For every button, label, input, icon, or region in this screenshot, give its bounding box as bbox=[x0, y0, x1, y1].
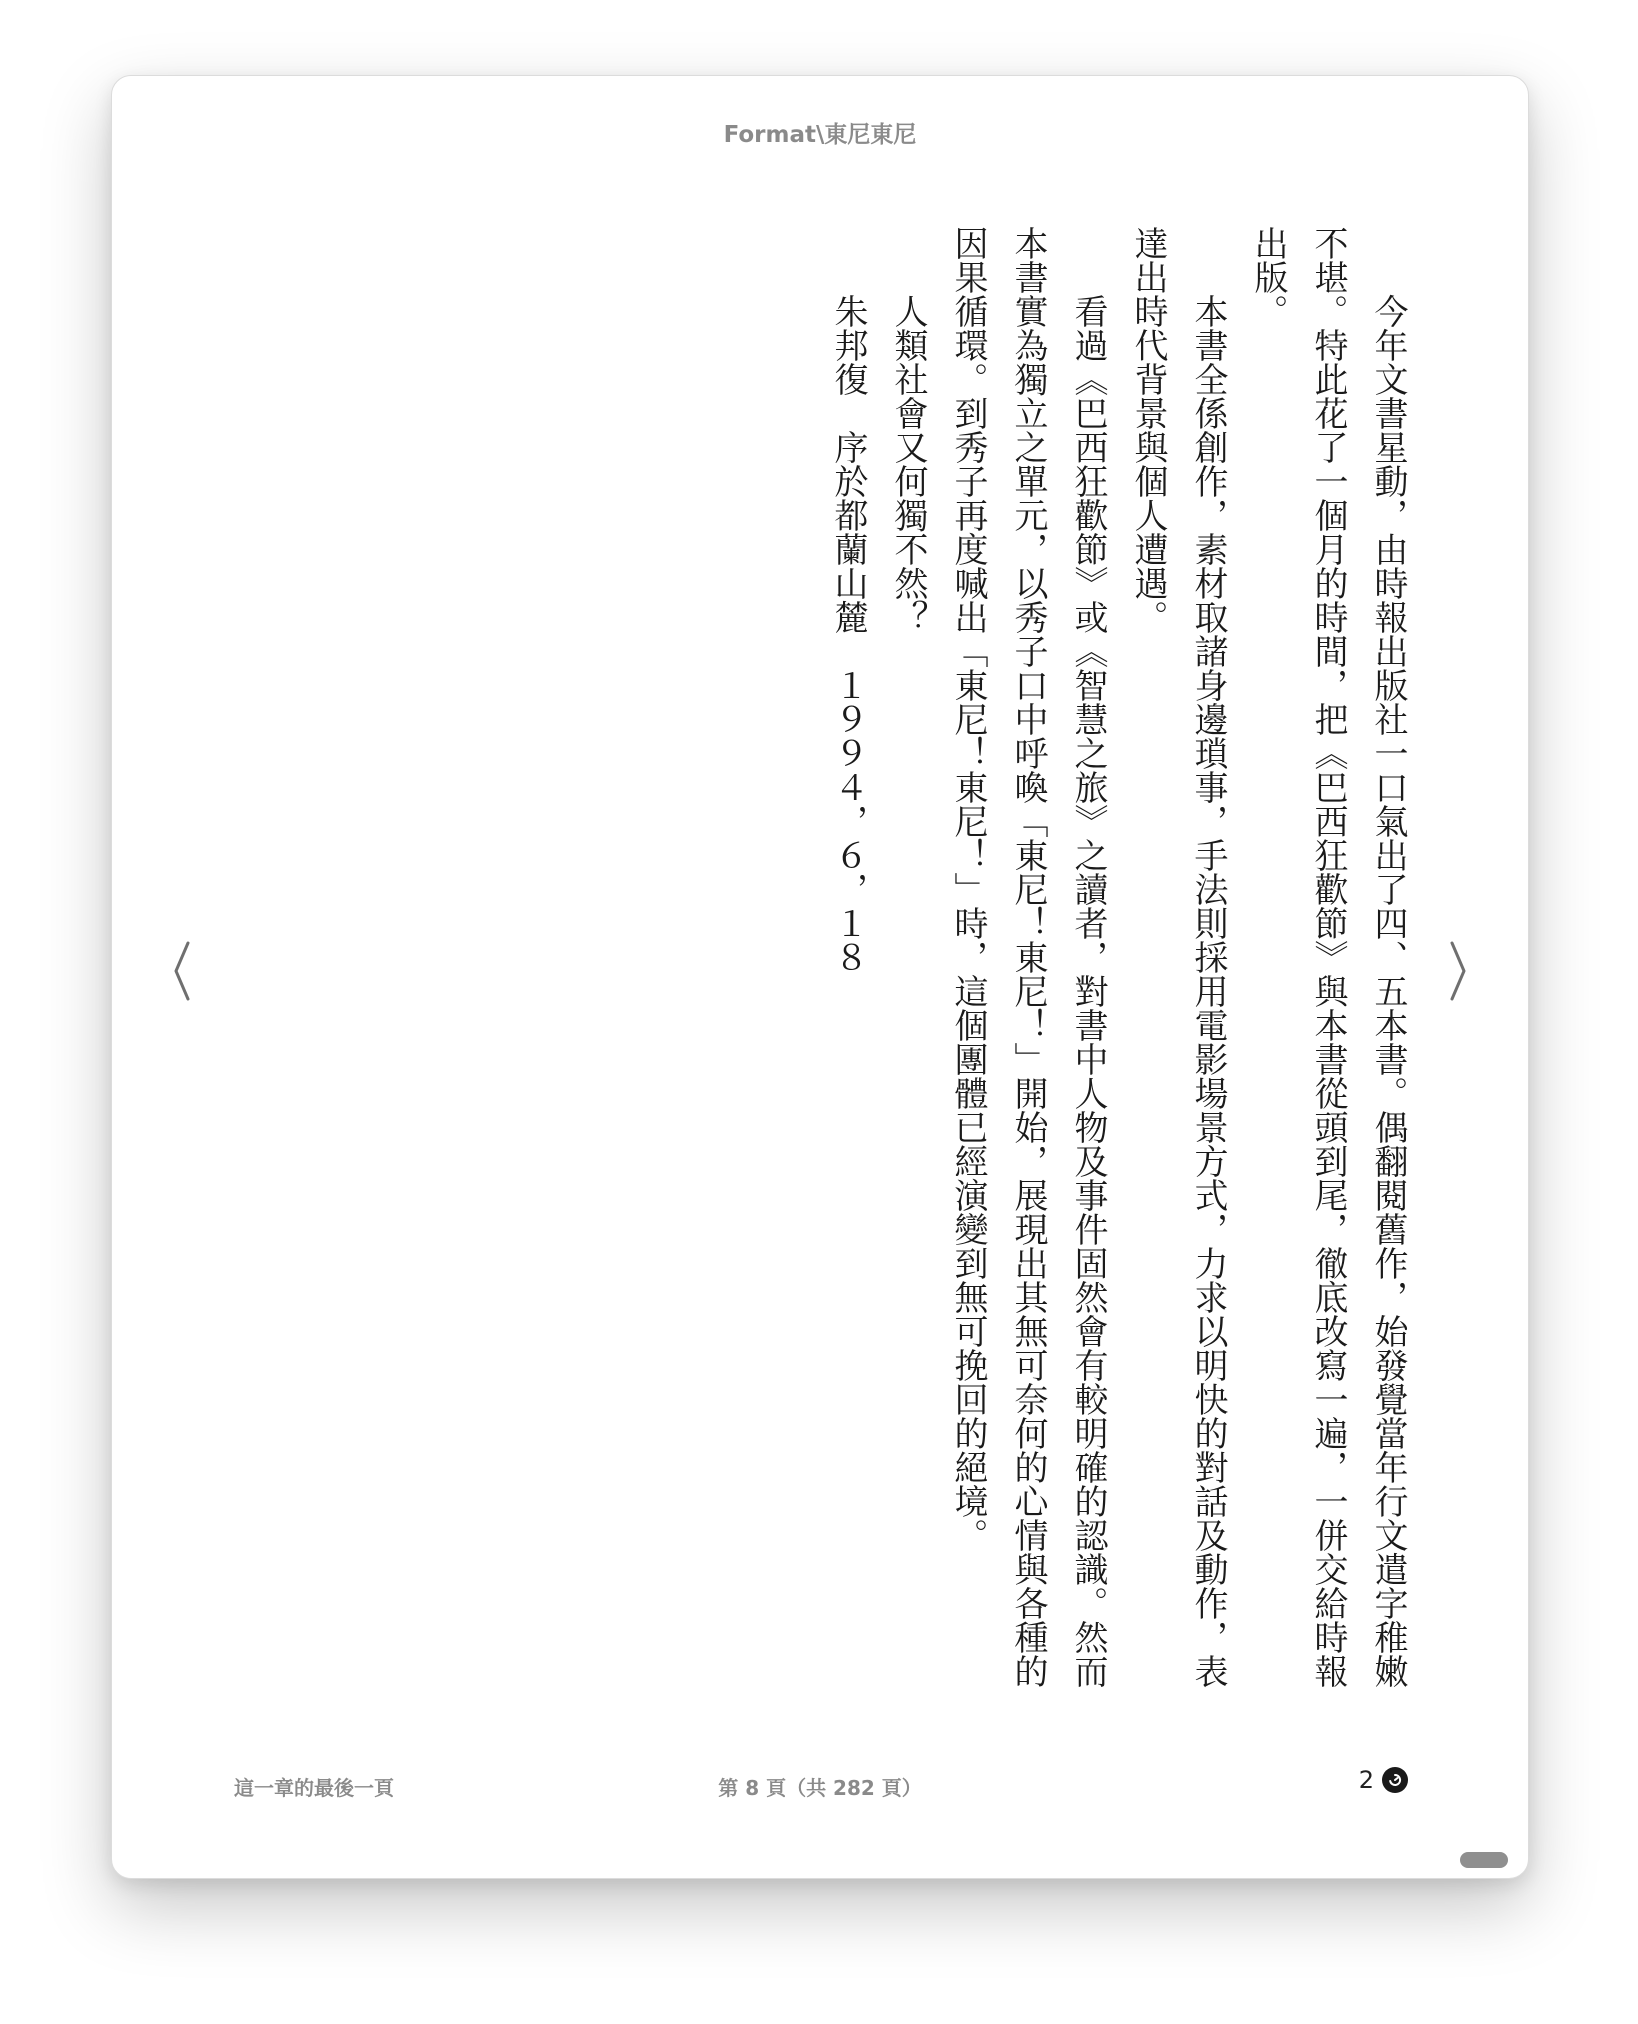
page-content bbox=[598, 226, 1418, 1706]
timer-icon bbox=[1382, 1767, 1408, 1793]
reading-timer[interactable] bbox=[1359, 1766, 1408, 1794]
chapter-status: 這一章的最後一頁 bbox=[234, 1776, 394, 1800]
remaining-pages-count: 2 bbox=[1358, 1766, 1374, 1794]
chevron-right-icon bbox=[1446, 939, 1470, 1003]
book-reader-window bbox=[111, 75, 1529, 1879]
paragraph-4: 人類社會又何獨不然？ bbox=[888, 294, 928, 634]
paragraph-1: 今年文書星動，由時報出版社一口氣出了四、五本書。偶翻閱舊作，始發覺當年行文遣字稚嫩不堪。特此花了一個月的時間，把《巴西狂歡節》與本書從頭到尾，徹底改寫一遍，一併交給時報出版。 bbox=[1248, 226, 1408, 1688]
previous-page-button[interactable] bbox=[162, 931, 202, 1011]
book-title: Format\東尼東尼 bbox=[723, 122, 917, 148]
paragraph-3: 看過《巴西狂歡節》或《智慧之旅》之讀者，對書中人物及事件固然會有較明確的認識。然而本書實為獨立之單元，以秀子口中呼喚「東尼！東尼！」開始，展現出其無可奈何的心情與各種的因果循環。到秀子再度喊出「東尼！東尼！」時，這個團體已經演變到無可挽回的絕境。 bbox=[948, 226, 1108, 1688]
author-signature: 朱邦復 序於都蘭山麓 １９９４，６，１８ bbox=[828, 294, 868, 974]
scroll-handle[interactable] bbox=[1460, 1852, 1508, 1868]
next-page-button[interactable] bbox=[1438, 931, 1478, 1011]
paragraph-2: 本書全係創作，素材取諸身邊瑣事，手法則採用電影場景方式，力求以明快的對話及動作，表達出時代背景與個人遭遇。 bbox=[1128, 226, 1228, 1688]
page-indicator: 第 8 頁（共 282 頁） bbox=[718, 1776, 922, 1800]
chevron-left-icon bbox=[170, 939, 194, 1003]
